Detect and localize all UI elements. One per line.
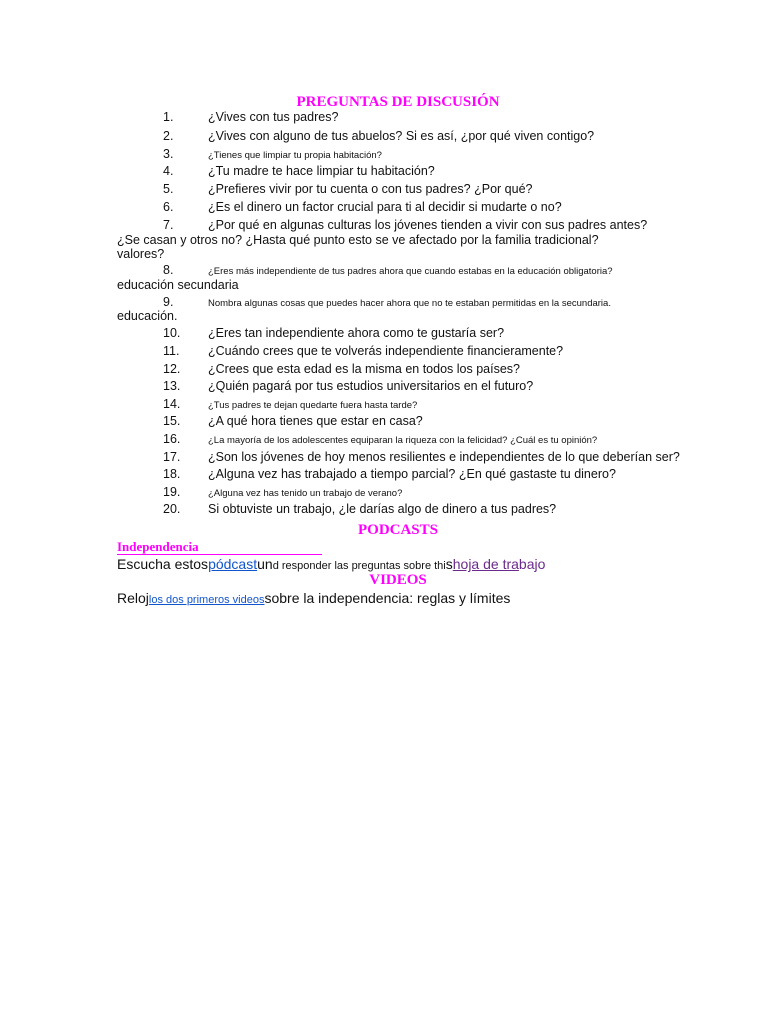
question-number: 1.: [163, 110, 174, 124]
question-number: 20.: [163, 502, 181, 516]
question-20: [163, 502, 683, 517]
question-number: 4.: [163, 164, 174, 178]
question-text: ¿Prefieres vivir por tu cuenta o con tus padres? ¿Por qué?: [208, 182, 533, 196]
question-6: [163, 200, 683, 215]
videos-line: [117, 590, 510, 606]
question-16: [163, 432, 683, 448]
question-text: ¿Es el dinero un factor crucial para ti al decidir si mudarte o no?: [208, 200, 562, 214]
question-5: [163, 182, 683, 197]
question-15: [163, 414, 683, 429]
question-number: 9.: [163, 295, 174, 309]
question-text: ¿Quién pagará por tus estudios universitarios en el futuro?: [208, 379, 534, 393]
question-9: [117, 295, 683, 323]
question-number: 18.: [163, 467, 181, 481]
independencia-subheading: Independencia: [117, 539, 322, 555]
question-text: ¿Crees que esta edad es la misma en todos los países?: [208, 362, 520, 376]
question-19: [163, 485, 683, 501]
podcast-link[interactable]: pódcast: [208, 556, 258, 572]
question-text: ¿Eres tan independiente ahora como te gustaría ser?: [208, 326, 505, 340]
question-number: 19.: [163, 485, 181, 499]
worksheet-link[interactable]: hoja de tra: [452, 556, 519, 572]
videos-line-start: Reloj: [117, 590, 149, 606]
worksheet-link-tail[interactable]: bajo: [518, 556, 546, 572]
question-11: [163, 344, 683, 359]
question-continuation: educación secundaria: [117, 278, 239, 292]
question-number: 13.: [163, 379, 181, 393]
videos-heading: VIDEOS: [369, 572, 427, 588]
podcasts-line-mid: s: [445, 556, 453, 572]
question-number: 3.: [163, 147, 174, 161]
videos-line-end: sobre la independencia: reglas y límites: [264, 590, 511, 606]
question-text: ¿A qué hora tienes que estar en casa?: [208, 414, 423, 428]
page-title: PREGUNTAS DE DISCUSIÓN: [296, 94, 500, 110]
question-13: [163, 379, 683, 394]
question-number: 6.: [163, 200, 174, 214]
podcasts-line-mid: d responder las preguntas sobre thi: [272, 560, 446, 572]
question-1: [163, 110, 683, 125]
question-text: ¿Alguna vez has tenido un trabajo de verano?: [208, 488, 403, 499]
question-text: ¿La mayoría de los adolescentes equiparan la riqueza con la felicidad? ¿Cuál es tu opinión?: [208, 435, 598, 446]
question-number: 16.: [163, 432, 181, 446]
question-12: [163, 362, 683, 377]
question-18: [163, 467, 683, 482]
question-text: ¿Son los jóvenes de hoy menos resilientes e independientes de lo que deberían ser?: [208, 450, 680, 464]
question-2: [163, 129, 683, 144]
question-4: [163, 164, 683, 179]
question-number: 7.: [163, 218, 174, 232]
question-number: 12.: [163, 362, 181, 376]
question-10: [163, 326, 683, 341]
podcasts-line-mid: un: [257, 556, 273, 572]
question-number: 2.: [163, 129, 174, 143]
question-14: [163, 397, 683, 413]
podcasts-line-start: Escucha estos: [117, 556, 209, 572]
question-continuation: valores?: [117, 247, 165, 261]
question-text: ¿Tus padres te dejan quedarte fuera hasta tarde?: [208, 400, 418, 411]
question-3: [163, 147, 683, 163]
question-7: [117, 218, 683, 261]
question-number: 15.: [163, 414, 181, 428]
question-text: ¿Vives con alguno de tus abuelos? Si es así, ¿por qué viven contigo?: [208, 129, 595, 143]
question-17: [163, 450, 683, 465]
podcasts-line: [117, 556, 545, 572]
question-number: 17.: [163, 450, 181, 464]
videos-link[interactable]: los dos primeros videos: [148, 594, 265, 606]
question-text: ¿Eres más independiente de tus padres ahora que cuando estabas en la educación obligatoria?: [208, 266, 613, 277]
question-text: Si obtuviste un trabajo, ¿le darías algo de dinero a tus padres?: [208, 502, 557, 516]
question-text: Nombra algunas cosas que puedes hacer ahora que no te estaban permitidas en la secundaria.: [208, 298, 611, 309]
question-number: 10.: [163, 326, 181, 340]
question-text: ¿Tu madre te hace limpiar tu habitación?: [208, 164, 435, 178]
question-text: ¿Cuándo crees que te volverás independiente financieramente?: [208, 344, 564, 358]
question-number: 5.: [163, 182, 174, 196]
podcasts-heading: PODCASTS: [357, 522, 439, 538]
question-text: ¿Tienes que limpiar tu propia habitación?: [208, 150, 382, 161]
question-number: 14.: [163, 397, 181, 411]
question-continuation: educación.: [117, 309, 178, 323]
question-text: ¿Alguna vez has trabajado a tiempo parcial? ¿En qué gastaste tu dinero?: [208, 467, 616, 481]
question-number: 11.: [163, 344, 180, 358]
question-continuation: ¿Se casan y otros no? ¿Hasta qué punto esto se ve afectado por la familia tradicional?: [117, 233, 599, 247]
question-8: [117, 263, 683, 292]
question-number: 8.: [163, 263, 174, 277]
question-text: ¿Por qué en algunas culturas los jóvenes tienden a vivir con sus padres antes?: [208, 218, 648, 232]
question-text: ¿Vives con tus padres?: [208, 110, 339, 124]
